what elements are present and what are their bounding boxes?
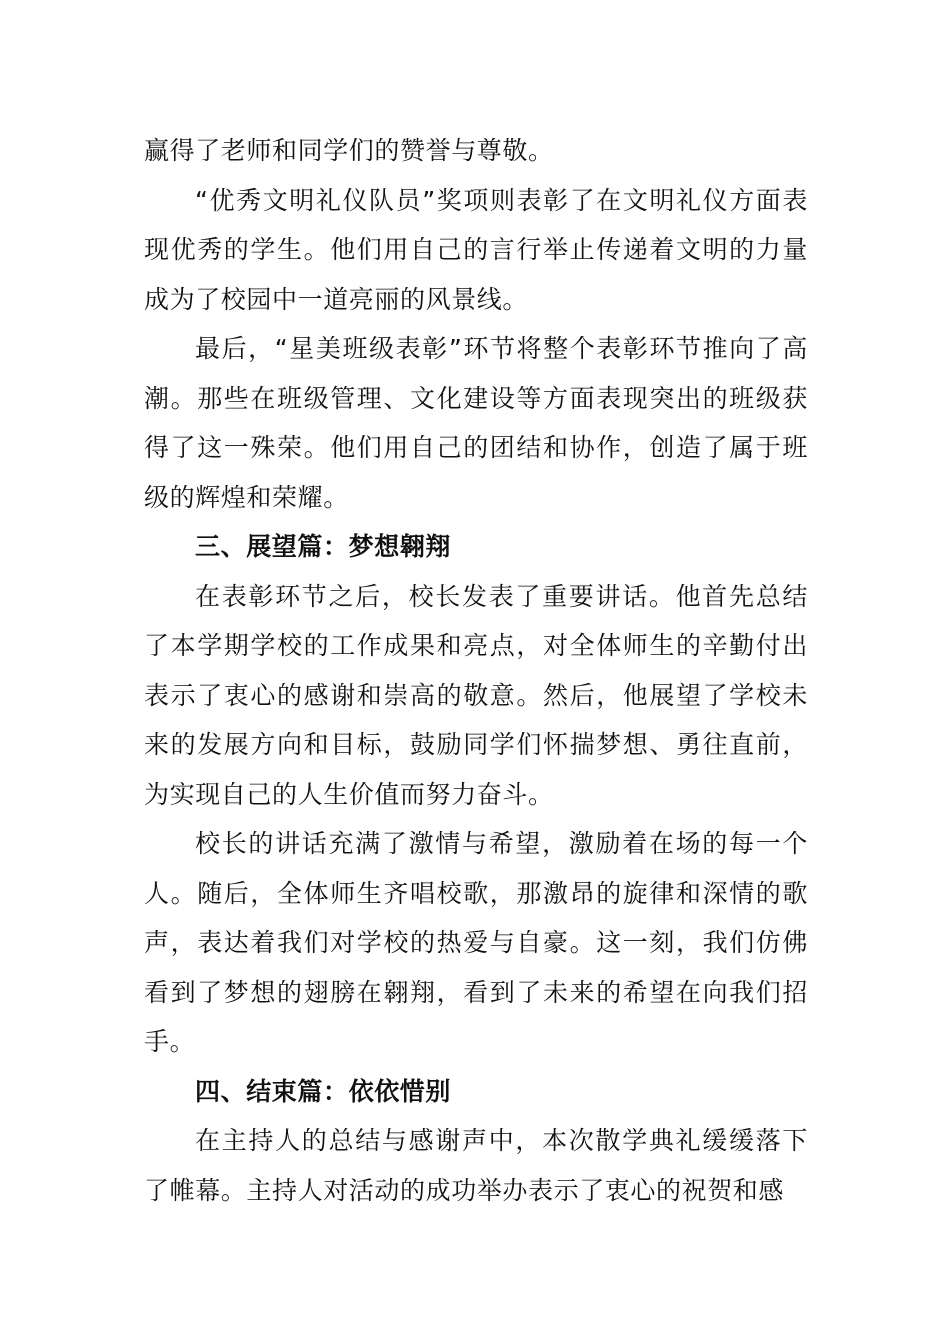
paragraph-closing: 在主持人的总结与感谢声中，本次散学典礼缓缓落下了帷幕。主持人对活动的成功举办表示了衷心的祝贺和感 [144, 1126, 808, 1205]
paragraph-school-song: 校长的讲话充满了激情与希望，激励着在场的每一个人。随后，全体师生齐唱校歌，那激昂的旋律和深情的歌声，表达着我们对学校的热爱与自豪。这一刻，我们仿佛看到了梦想的翅膀在翱翔，看到了未来的希望在向我们招手。 [144, 829, 808, 1056]
paragraph-principal-speech: 在表彰环节之后，校长发表了重要讲话。他首先总结了本学期学校的工作成果和亮点，对全体师生的辛勤付出表示了衷心的感谢和崇高的敬意。然后，他展望了学校未来的发展方向和目标，鼓励同学们怀揣梦想、勇往直前，为实现自己的人生价值而努力奋斗。 [144, 581, 808, 809]
document-body [144, 126, 808, 1215]
section-heading-ending: 四、结束篇：依依惜别 [195, 1076, 452, 1106]
section-heading-outlook: 三、展望篇：梦想翱翔 [195, 532, 452, 561]
paragraph-continued: 赢得了老师和同学们的赞誉与尊敬。 [144, 136, 554, 165]
paragraph-class-award: 最后，“星美班级表彰”环节将整个表彰环节推向了高潮。那些在班级管理、文化建设等方面表现突出的班级获得了这一殊荣。他们用自己的团结和协作，创造了属于班级的辉煌和荣耀。 [144, 334, 808, 512]
paragraph-etiquette-award: “优秀文明礼仪队员”奖项则表彰了在文明礼仪方面表现优秀的学生。他们用自己的言行举止传递着文明的力量成为了校园中一道亮丽的风景线。 [144, 185, 808, 314]
